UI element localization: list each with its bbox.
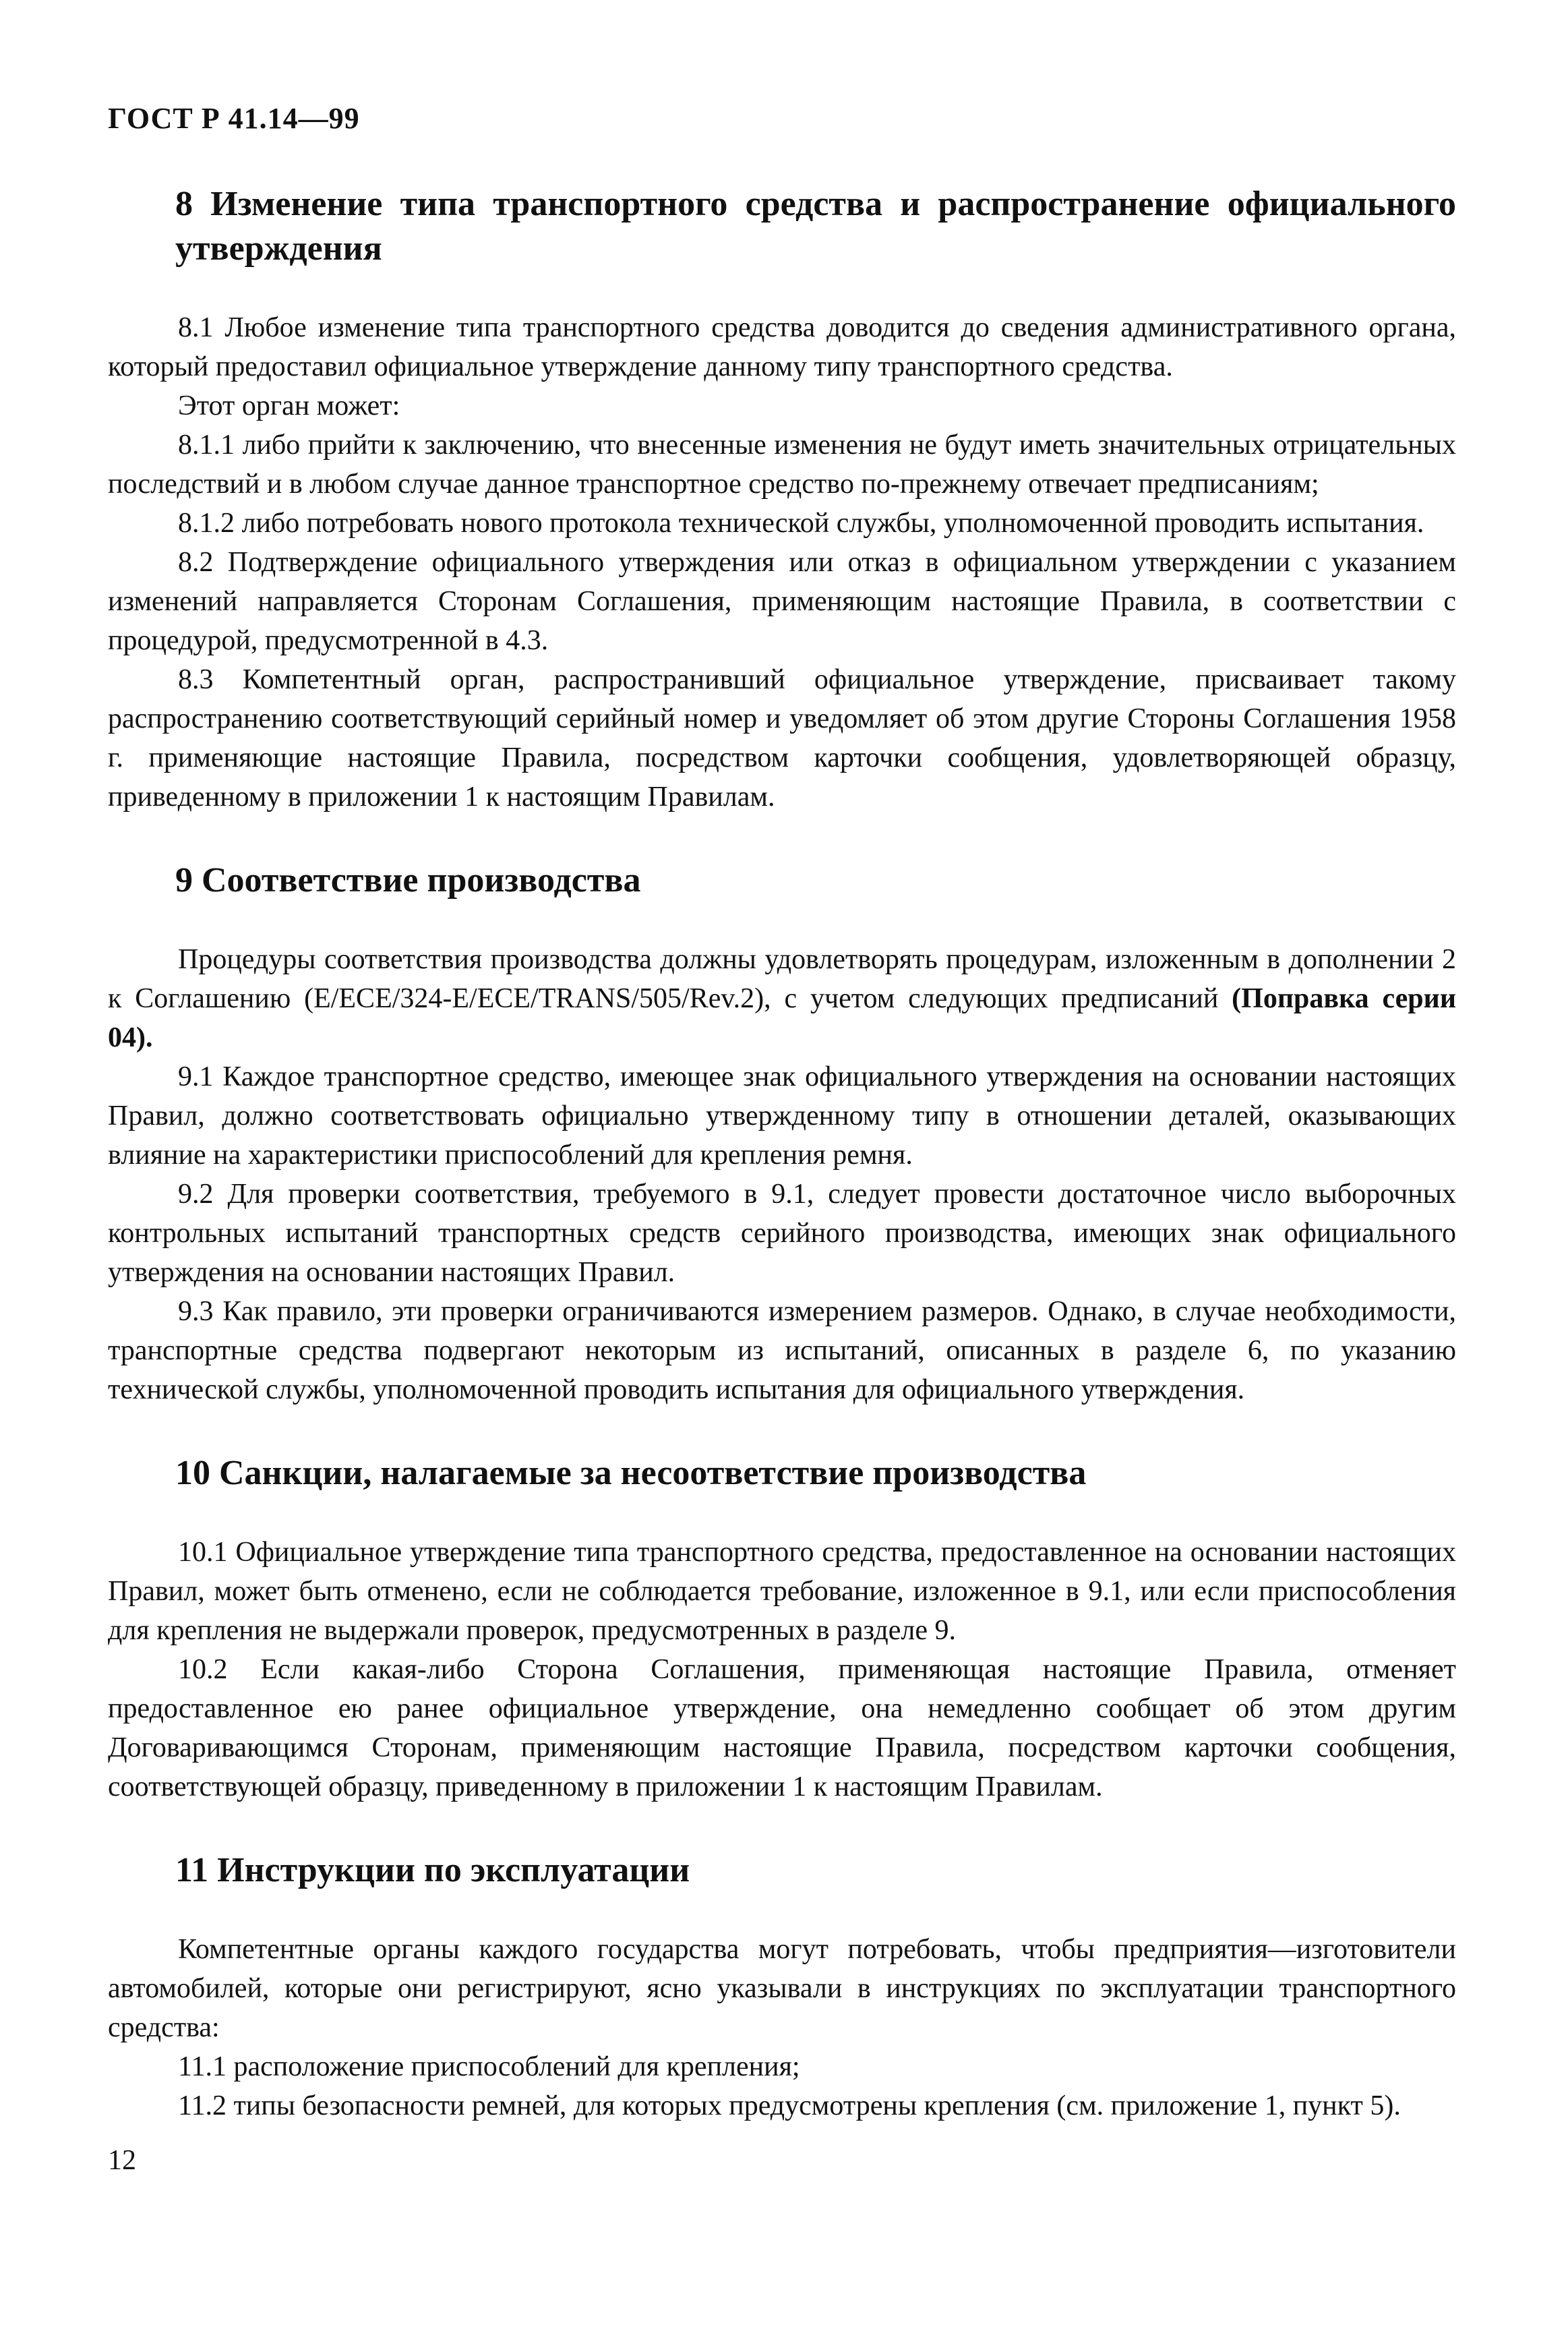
paragraph-8-1-2: 8.1.2 либо потребовать нового протокола технической службы, уполномоченной проводить испытания. xyxy=(178,508,1424,539)
section-10-title: 10 Санкции, налагаемые за несоответствие производства xyxy=(175,1454,1087,1492)
document-body xyxy=(108,182,1456,2125)
paragraph-11-2: 11.2 типы безопасности ремней, для которых предусмотрены крепления (см. приложение 1, пункт 5). xyxy=(178,2090,1401,2121)
paragraph-8-1-intro: Этот орган может: xyxy=(178,390,400,421)
amendment-note: (Поправка серии 04). xyxy=(108,983,1457,1053)
paragraph-9-intro-text: Процедуры соответствия производства должны удовлетворять процедурам, изложенным в дополнении 2 к Соглашению (E/ECE/324-E/ECE/TRANS/505/Rev.2), с учетом следующих предписаний xyxy=(108,944,1456,1014)
paragraph-8-2: 8.2 Подтверждение официального утверждения или отказ в официальном утверждении с указанием изменений направляется Сторонам Соглашения, применяющим настоящие Правила, в соответствии с процедурой, предусмотренной в 4.3. xyxy=(108,547,1456,656)
page-number: 12 xyxy=(108,2145,136,2176)
document-code-header: ГОСТ Р 41.14—99 xyxy=(108,102,360,135)
paragraph-11-intro: Компетентные органы каждого государства могут потребовать, чтобы предприятия—изготовители автомобилей, которые они регистрируют, ясно указывали в инструкциях по эксплуатации транспортного средства: xyxy=(108,1934,1456,2043)
paragraph-8-3: 8.3 Компетентный орган, распространивший официальное утверждение, присваивает такому распространению соответствующий серийный номер и уведомляет об этом другие Стороны Соглашения 1958 г. применяющие настоящие Правила, посредством карточки сообщения, удовлетворяющей образцу, приведенному в приложении 1 к настоящим Правилам. xyxy=(108,664,1456,813)
paragraph-10-2: 10.2 Если какая-либо Сторона Соглашения, применяющая настоящие Правила, отменяет предоставленное ею ранее официальное утверждение, она немедленно сообщает об этом другим Договаривающимся Сторонам, применяющим настоящие Правила, посредством карточки сообщения, соответствующей образцу, приведенному в приложении 1 к настоящим Правилам. xyxy=(108,1654,1456,1802)
paragraph-9-1: 9.1 Каждое транспортное средство, имеющее знак официального утверждения на основании настоящих Правил, должно соответствовать официально утвержденному типу в отношении деталей, оказывающих влияние на характеристики приспособлений для крепления ремня. xyxy=(108,1061,1456,1171)
paragraph-9-intro xyxy=(108,940,1456,1057)
paragraph-11-1: 11.1 расположение приспособлений для крепления; xyxy=(178,2051,800,2082)
section-8-title: 8 Изменение типа транспортного средства и распространение официального утверждения xyxy=(175,185,1456,268)
paragraph-8-1-1: 8.1.1 либо прийти к заключению, что внесенные изменения не будут иметь значительных отрицательных последствий и в любом случае данное транспортное средство по-прежнему отвечает предписаниям; xyxy=(108,430,1456,500)
paragraph-8-1: 8.1 Любое изменение типа транспортного средства доводится до сведения административного органа, который предоставил официальное утверждение данному типу транспортного средства. xyxy=(108,312,1456,382)
section-9-title: 9 Соответствие производства xyxy=(175,861,641,900)
paragraph-9-3: 9.3 Как правило, эти проверки ограничиваются измерением размеров. Однако, в случае необходимости, транспортные средства подвергают некоторым из испытаний, описанных в разделе 6, по указанию технической службы, уполномоченной проводить испытания для официального утверждения. xyxy=(108,1296,1456,1405)
section-11-title: 11 Инструкции по эксплуатации xyxy=(175,1851,690,1889)
paragraph-9-2: 9.2 Для проверки соответствия, требуемого в 9.1, следует провести достаточное число выборочных контрольных испытаний транспортных средств серийного производства, имеющих знак официального утверждения на основании настоящих Правил. xyxy=(108,1179,1456,1288)
paragraph-10-1: 10.1 Официальное утверждение типа транспортного средства, предоставленное на основании настоящих Правил, может быть отменено, если не соблюдается требование, изложенное в 9.1, или если приспособления для крепления не выдержали проверок, предусмотренных в разделе 9. xyxy=(108,1537,1456,1646)
